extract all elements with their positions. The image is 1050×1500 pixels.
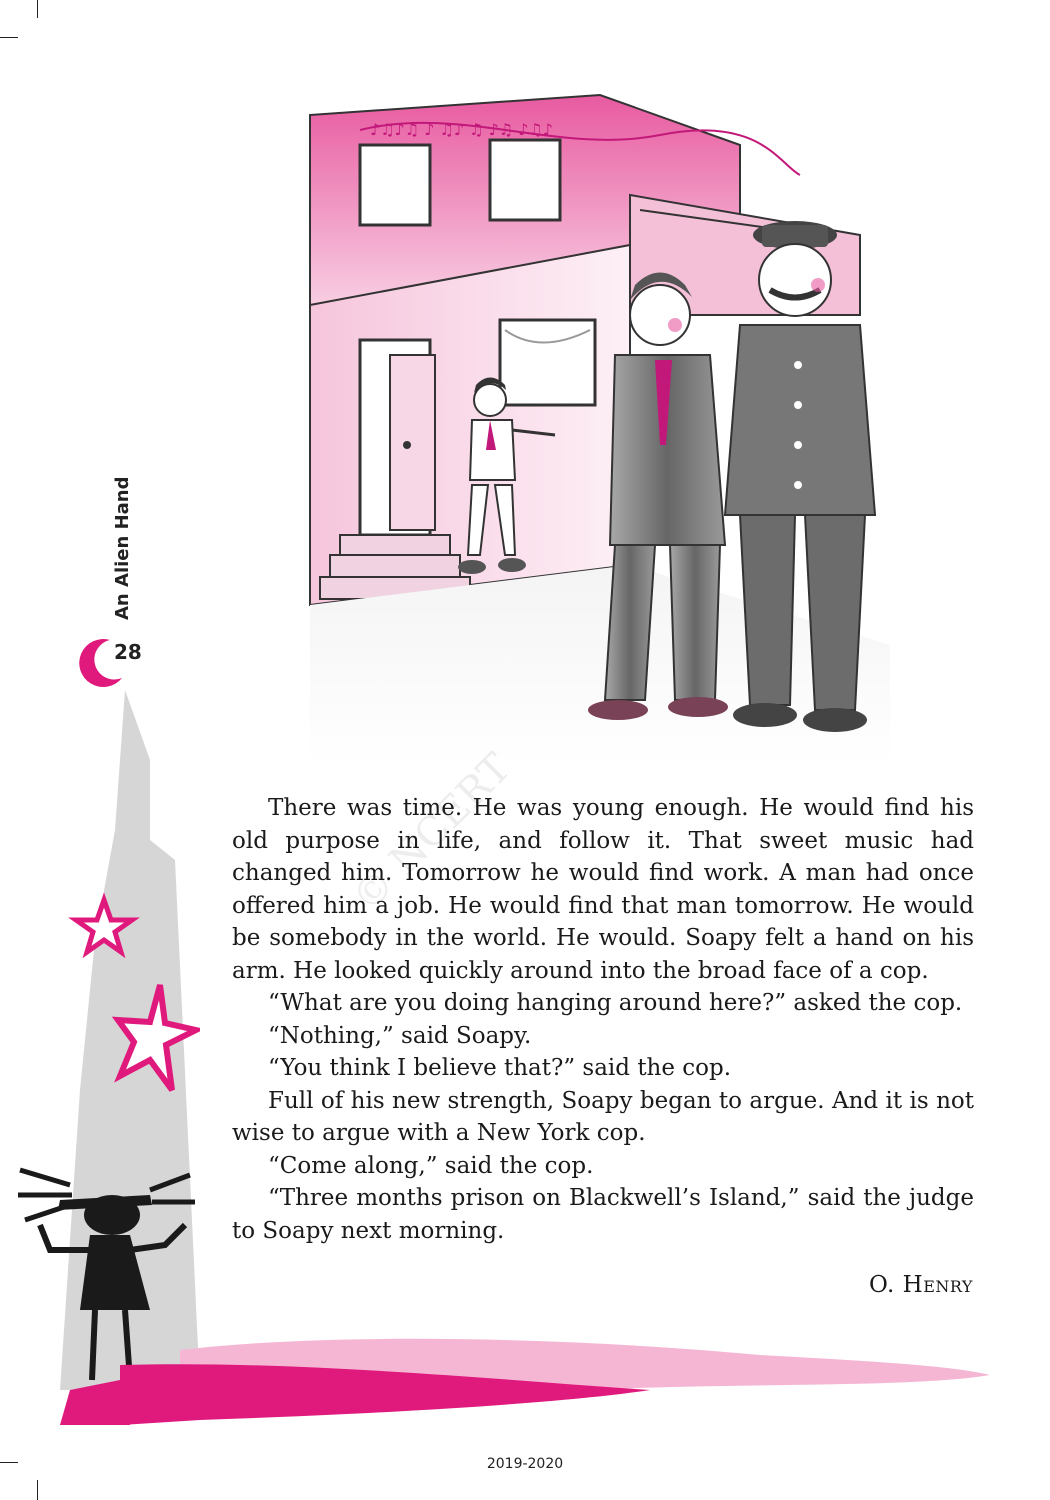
svg-text:♪♫♪♫ ♪ ♫♪ ♫ ♪♫ ♪♫♪: ♪♫♪♫ ♪ ♫♪ ♫ ♪♫ ♪♫♪ bbox=[370, 120, 553, 139]
page-number: 28 bbox=[114, 640, 142, 664]
book-section-title: An Alien Hand bbox=[112, 476, 133, 620]
watermark: © NCERT bbox=[343, 744, 521, 922]
crop-mark bbox=[0, 37, 18, 38]
paragraph: Full of his new strength, Soapy began to argue. And it is not wise to argue with a New York cop. bbox=[232, 1087, 974, 1146]
paragraph: “Nothing,” said Soapy. bbox=[268, 1022, 532, 1049]
paragraph: “Three months prison on Blackwell’s Island,” said the judge to Soapy next morning. bbox=[232, 1185, 974, 1244]
paragraph: There was time. He was young enough. He would find his old purpose in life, and follow it. That sweet music had changed him. Tomorrow he would find work. A man had once offered him a job. He would find that man tomorrow. He would be somebody in the world. He would. Soapy felt a hand on his arm. He looked quickly around into the broad face of a cop. bbox=[232, 795, 974, 984]
left-margin-decoration bbox=[0, 690, 200, 1390]
story-illustration bbox=[300, 85, 890, 765]
crop-mark bbox=[37, 1480, 38, 1500]
bottom-decoration bbox=[0, 1320, 1050, 1430]
story-text bbox=[232, 792, 974, 1247]
crop-mark bbox=[37, 0, 38, 18]
paragraph: “You think I believe that?” said the cop. bbox=[268, 1055, 732, 1081]
paragraph: “What are you doing hanging around here?” asked the cop. bbox=[268, 990, 963, 1016]
author-name: O. Henry bbox=[869, 1272, 973, 1298]
paragraph: “Come along,” said the cop. bbox=[268, 1152, 594, 1179]
academic-year: 2019-2020 bbox=[486, 1456, 564, 1472]
